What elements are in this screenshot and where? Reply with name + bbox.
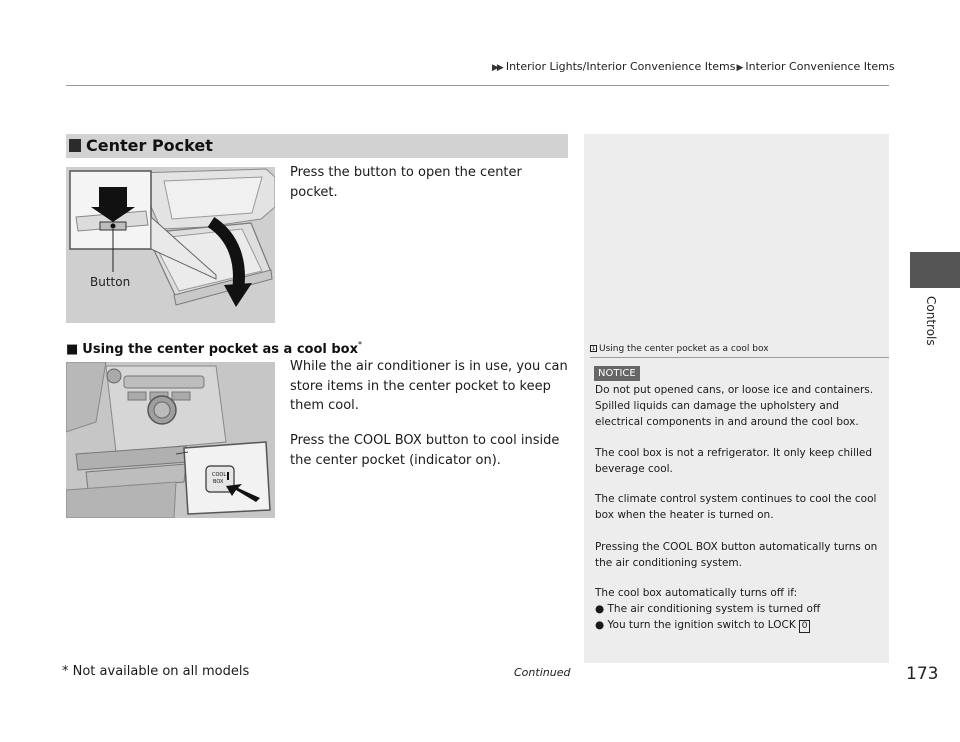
breadcrumb-current: Interior Convenience Items [745, 60, 895, 73]
availability-mark: * [358, 340, 362, 349]
note-bullet: ● You turn the ignition switch to LOCK 0 [595, 617, 885, 633]
notice-badge: NOTICE [594, 366, 640, 381]
section-tab-label: Controls [924, 296, 938, 346]
cool-box-paragraph-1: While the air conditioner is in use, you can store items in the center pocket to keep them cool. [290, 359, 568, 413]
notice-text: Do not put opened cans, or loose ice and containers. Spilled liquids can damage the upholstery and electrical components in and around the cool box. [595, 384, 874, 428]
footnote: * Not available on all models [62, 664, 250, 679]
button-callout: Button [90, 275, 131, 289]
note-paragraph: Pressing the COOL BOX button automatically turns on the air conditioning system. [595, 541, 878, 569]
breadcrumb-parent[interactable]: Interior Lights/Interior Convenience Items [505, 60, 736, 73]
square-bullet-icon [69, 139, 81, 152]
cool-box-paragraph-2: Press the COOL BOX button to cool inside the center pocket (indicator on). [290, 433, 560, 468]
cool-box-illustration [66, 362, 275, 518]
section-tab[interactable] [910, 252, 960, 288]
note-bullet: ● The air conditioning system is turned off [595, 603, 821, 615]
lock-position-key: 0 [799, 620, 811, 633]
arrow-icon: ▶ [736, 63, 744, 73]
note-rule [590, 357, 889, 358]
center-pocket-instruction: Press the button to open the center pocket. [290, 165, 522, 200]
page-number: 173 [906, 664, 939, 684]
cool-box-button-label-1: COOL [212, 472, 227, 478]
continued-label: Continued [514, 666, 571, 679]
note-reference: 1 Using the center pocket as a cool box [591, 344, 769, 354]
note-paragraph: The cool box is not a refrigerator. It only keep chilled beverage cool. [595, 447, 873, 475]
section-title: Center Pocket [86, 136, 213, 155]
center-pocket-illustration [66, 167, 275, 323]
note-paragraph: The cool box automatically turns off if: [595, 587, 798, 599]
reference-marker-icon: 1 [591, 345, 596, 352]
header-rule [66, 85, 889, 86]
square-bullet-icon: ■ [66, 342, 79, 357]
note-paragraph: The climate control system continues to cool the cool box when the heater is turned on. [595, 493, 877, 521]
double-arrow-icon: ▶▶ [492, 63, 502, 73]
breadcrumb [492, 60, 895, 73]
cool-box-heading: ■ Using the center pocket as a cool box* [66, 340, 362, 357]
section-heading-bar [66, 134, 568, 158]
cool-box-button-label-2: BOX [213, 479, 224, 485]
